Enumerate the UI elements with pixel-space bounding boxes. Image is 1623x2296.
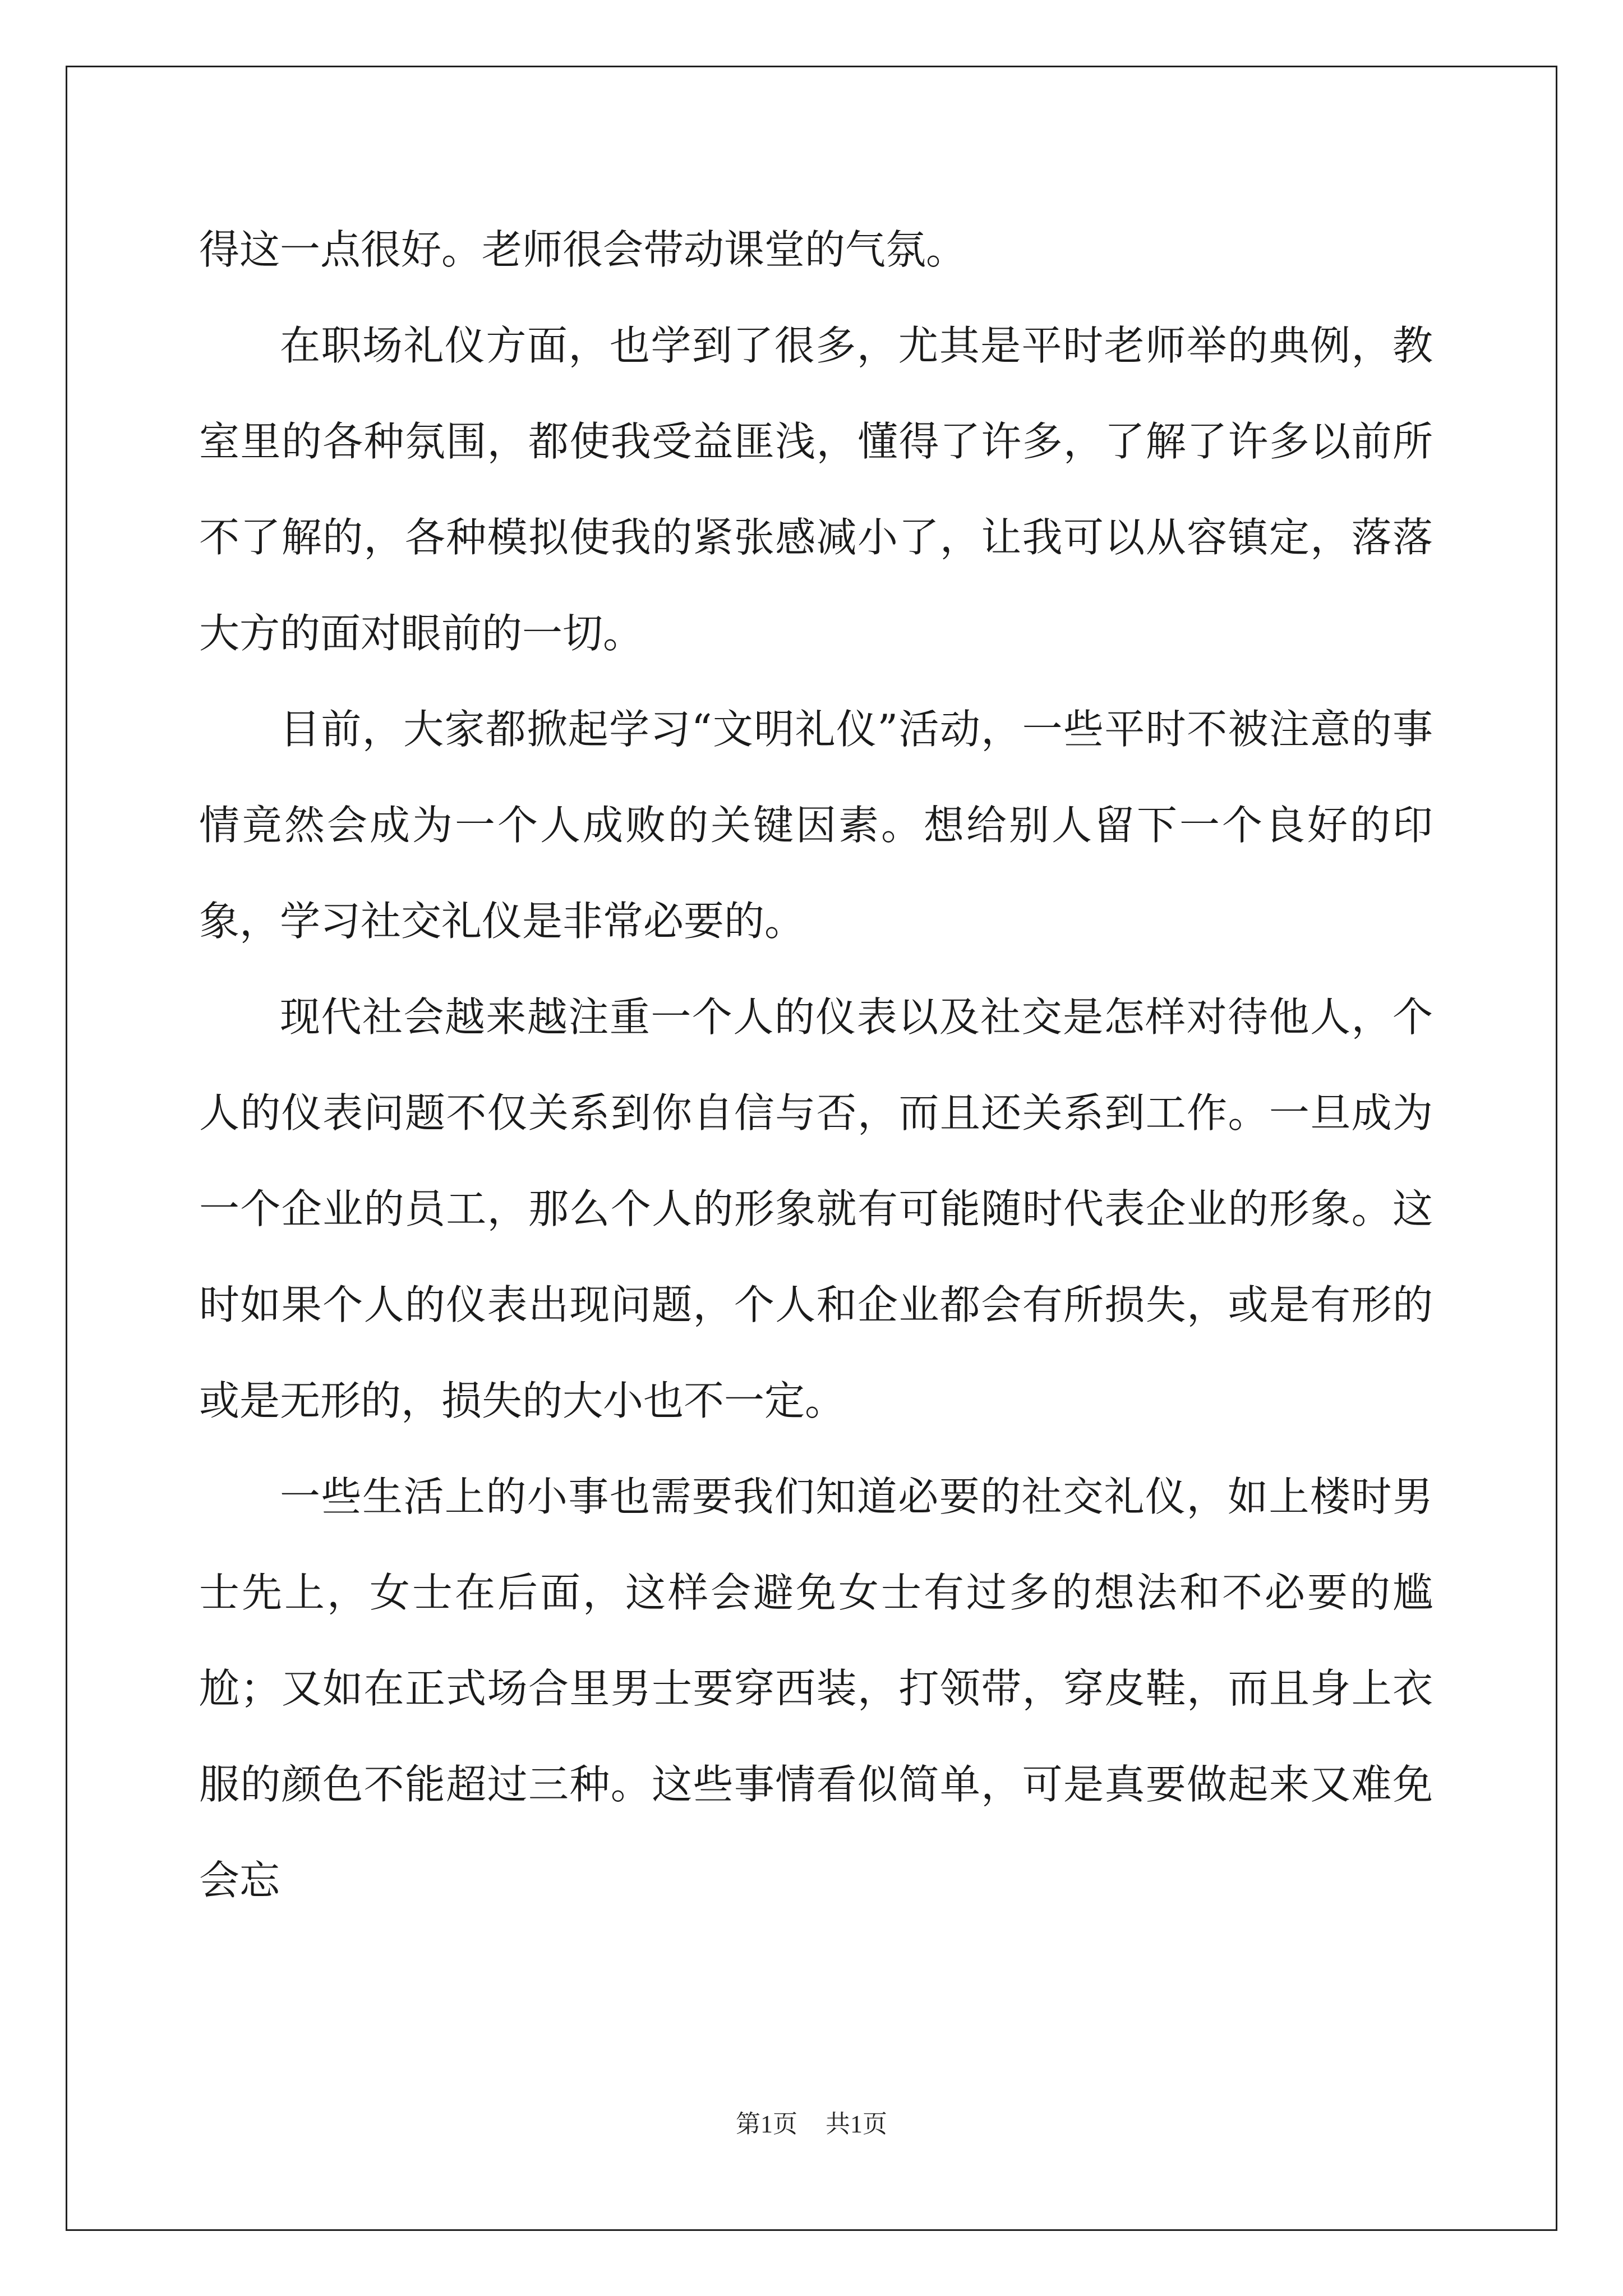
page-number: 第1页 bbox=[736, 2110, 797, 2138]
paragraph-1: 得这一点很好。老师很会带动课堂的气氛。 bbox=[199, 226, 967, 273]
paragraph-3: 目前，大家都掀起学习“文明礼仪”活动，一些平时不被注意的事情竟然会成为一个人成败的关键因素。想给别人留下一个良好的印象，学习社交礼仪是非常必要的。 bbox=[199, 706, 1433, 945]
page-total: 共1页 bbox=[826, 2110, 887, 2138]
paragraph-5: 一些生活上的小事也需要我们知道必要的社交礼仪，如上楼时男士先上，女士在后面，这样会避免女士有过多的想法和不必要的尴尬；又如在正式场合里男士要穿西装，打领带，穿皮鞋，而且身上衣服的颜色不能超过三种。这些事情看似简单，可是真要做起来又难免会忘 bbox=[199, 1473, 1433, 1904]
paragraph-4: 现代社会越来越注重一个人的仪表以及社交是怎样对待他人，个人的仪表问题不仅关系到你自信与否，而且还关系到工作。一旦成为一个企业的员工，那么个人的形象就有可能随时代表企业的形象。这时如果个人的仪表出现问题，个人和企业都会有所损失，或是有形的或是无形的，损失的大小也不一定。 bbox=[199, 993, 1433, 1424]
paragraph-2: 在职场礼仪方面，也学到了很多，尤其是平时老师举的典例，教室里的各种氛围，都使我受益匪浅，懂得了许多，了解了许多以前所不了解的，各种模拟使我的紧张感减小了，让我可以从容镇定，落落大方的面对眼前的一切。 bbox=[199, 322, 1433, 657]
document-body bbox=[199, 202, 1433, 1929]
page-footer bbox=[0, 2104, 1623, 2139]
